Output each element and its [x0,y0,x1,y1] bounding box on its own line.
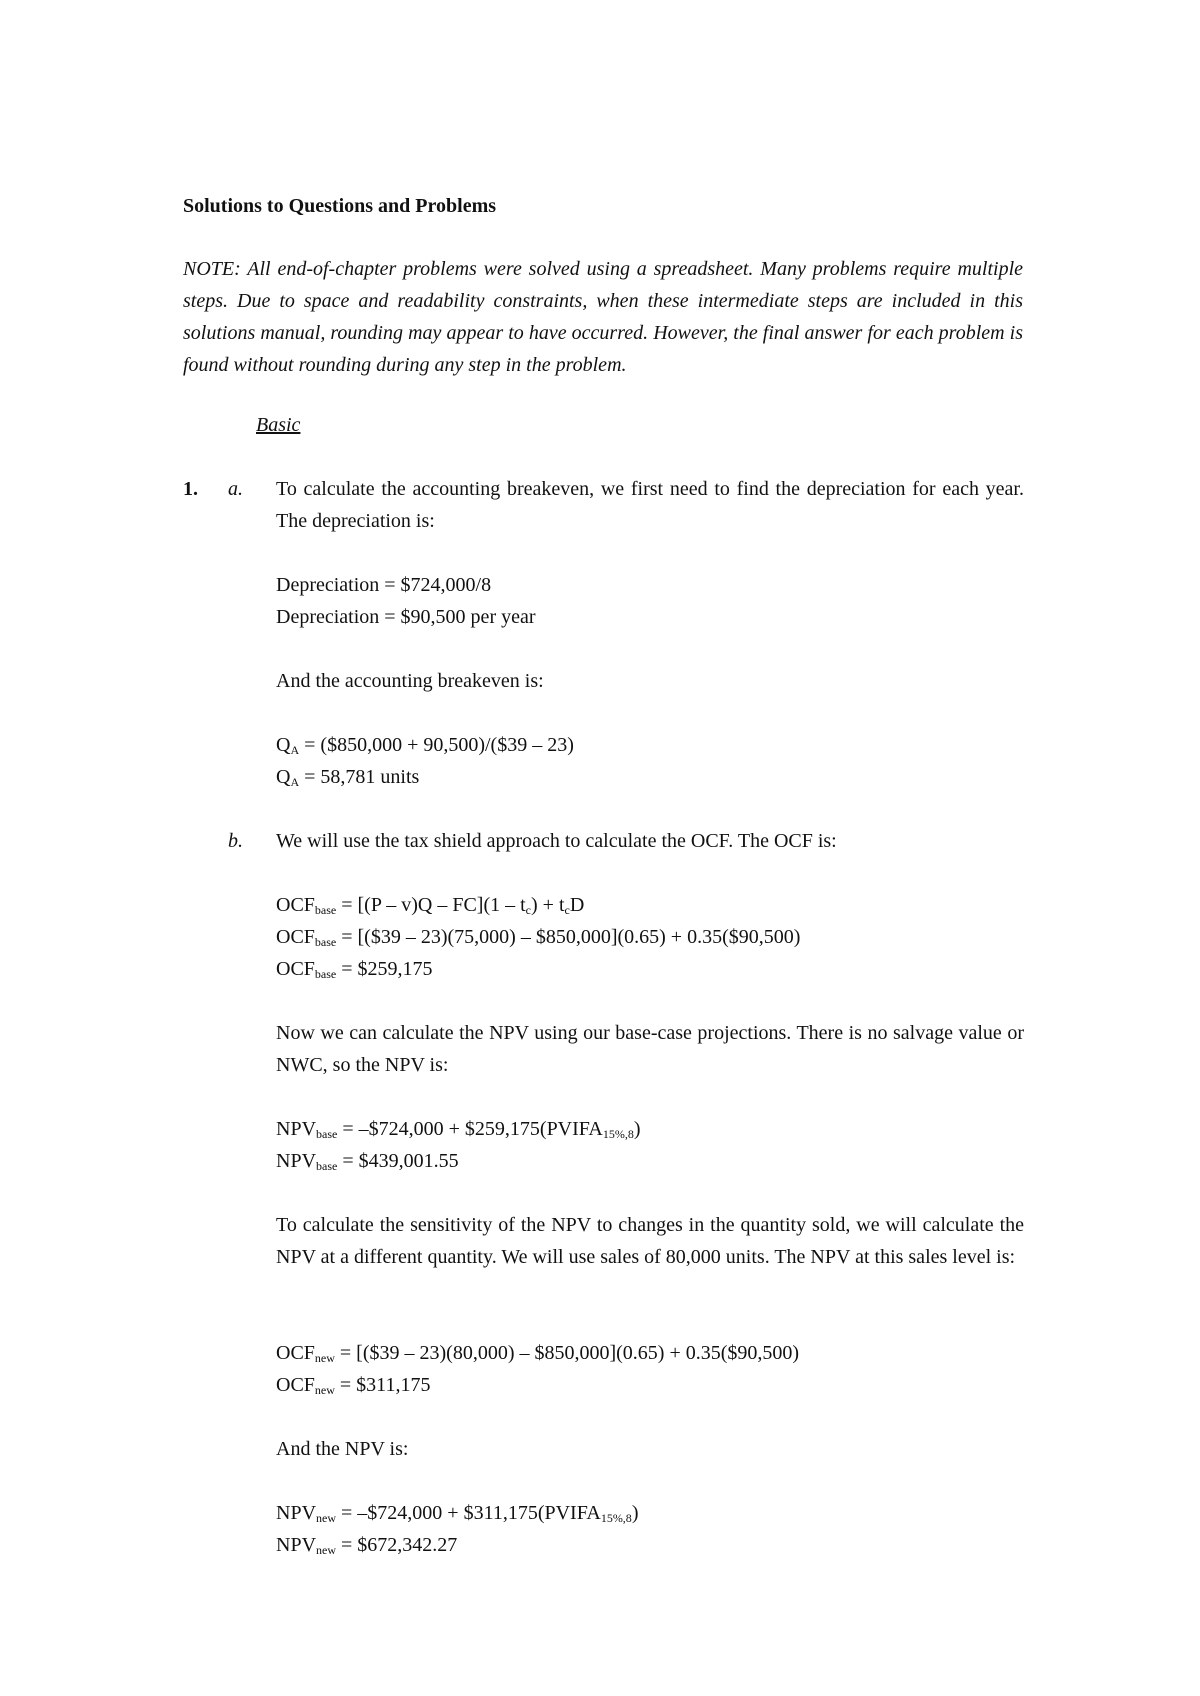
part-a-label: a. [228,478,243,500]
breakeven-intro: And the accounting breakeven is: [276,670,544,692]
problem-number: 1. [183,478,198,500]
npv-new-equation-1: $NPV_{new}$ = –$724,000 + $\$311,175(PVIFA_{15\%,8})$ [276,1502,639,1525]
sensitivity-paragraph: To calculate the sensitivity of the NPV to changes in the quantity sold, we will calculate the NPV at a different quantity. We will use sales of 80,000 units. The NPV at this sales level is: [276,1214,1024,1268]
npv-new-equation-2: $NPV_{new}$ = $672,342.27 [276,1534,458,1557]
part-b-intro: We will use the tax shield approach to calculate the OCF. The OCF is: [276,830,837,852]
depreciation-equation-1: Depreciation = $724,000/8 [276,574,492,596]
part-a-intro: To calculate the accounting breakeven, we first need to find the depreciation for each year. The depreciation is: [276,478,1024,532]
npv-base-equation-2: $NPV_{base}$ = $439,001.55 [276,1150,459,1173]
ocf-base-equation-2: $OCF_{base}$ = [($39 – 23)(75,000) – $850,000](0.65) + 0.35($90,500) [276,926,801,949]
ocf-new-equation-2: $OCF_{new}$ = $311,175 [276,1374,431,1397]
npv-base-equation-1: $NPV_{base}$ = –$724,000 + $\$259,175(PVIFA_{15\%,8})$ [276,1118,641,1141]
npv-new-intro: And the NPV is: [276,1438,409,1460]
part-b-label: b. [228,830,243,852]
npv-intro-paragraph: Now we can calculate the NPV using our base-case projections. There is no salvage value or NWC, so the NPV is: [276,1022,1024,1076]
ocf-base-equation-1: $OCF_{base} = [(P - v)Q - FC](1 - tc)$ + tcD [276,894,585,917]
page-title: Solutions to Questions and Problems [183,195,497,217]
depreciation-equation-2: Depreciation = $90,500 per year [276,606,536,628]
ocf-base-equation-3: $OCF_{base}$ = $259,175 [276,958,433,981]
ocf-new-equation-1: $OCF_{new}$ = [($39 – 23)(80,000) – $850,000](0.65) + 0.35($90,500) [276,1342,800,1365]
note-paragraph: NOTE: All end-of-chapter problems were solved using a spreadsheet. Many problems require multiple steps. Due to space and readability constraints, when these intermediate steps are included in this solutions manual, rounding may appear to have occurred. However, the final answer for each problem is found without rounding during any step in the problem. [183,258,1023,376]
breakeven-equation-2: $Q_A = 58,781$ units [276,766,420,789]
breakeven-equation-1: $Q_A$ = ($850,000 + 90,500)/($39 – 23) [276,734,574,757]
section-heading-basic: Basic [256,414,301,436]
